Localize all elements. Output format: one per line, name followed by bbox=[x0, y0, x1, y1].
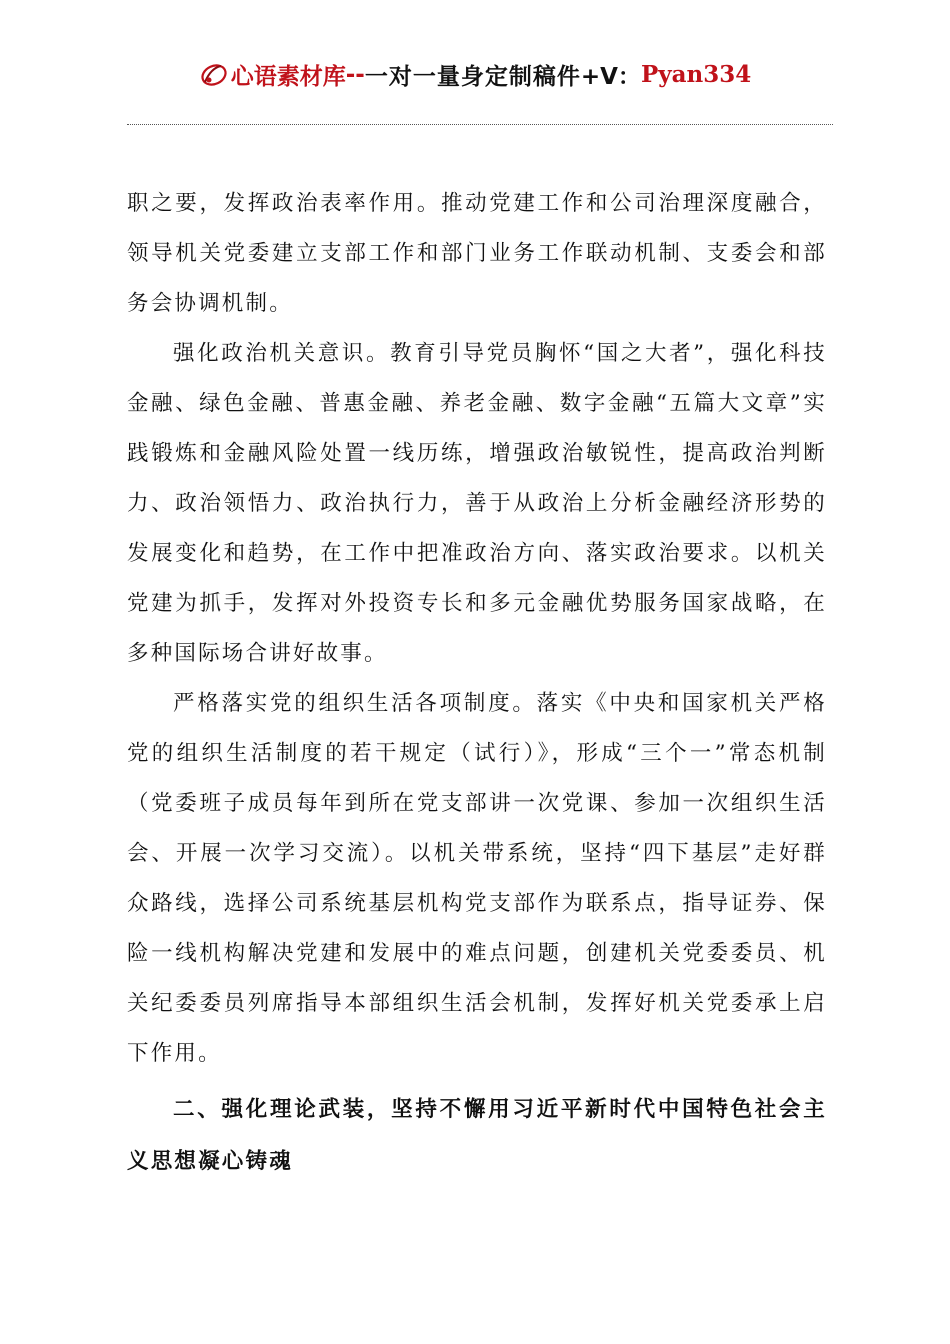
brand-name: 心语素材库 bbox=[230, 64, 346, 90]
contact-id: Pyan334 bbox=[640, 61, 752, 88]
contact-prefix: +V： bbox=[580, 64, 641, 90]
header-dash: -- bbox=[345, 61, 365, 88]
document-body bbox=[127, 179, 827, 1188]
section-heading: 二、强化理论武装，坚持不懈用习近平新时代中国特色社会主义思想凝心铸魂 bbox=[127, 1097, 827, 1174]
brand-logo-icon bbox=[199, 60, 229, 90]
paragraph-3: 严格落实党的组织生活各项制度。落实《中央和国家机关严格党的组织生活制度的若干规定（试行）》，形成“三个一”常态机制（党委班子成员每年到所在党支部讲一次党课、参加一次组织生活会、开展一次学习交流）。以机关带系统，坚持“四下基层”走好群众路线，选择公司系统基层机构党支部作为联系点，指导证券、保险一线机构解决党建和发展中的难点问题，创建机关党委委员、机关纪委委员列席指导本部组织生活会机制，发挥好机关党委承上启下作用。 bbox=[127, 691, 827, 1066]
page-header bbox=[0, 58, 950, 108]
header-banner bbox=[199, 58, 751, 91]
header-slogan: 一对一量身定制稿件 bbox=[364, 64, 581, 90]
paragraph-1: 职之要，发挥政治表率作用。推动党建工作和公司治理深度融合，领导机关党委建立支部工作和部门业务工作联动机制、支委会和部务会协调机制。 bbox=[127, 191, 827, 316]
header-divider bbox=[127, 124, 833, 125]
paragraph-2: 强化政治机关意识。教育引导党员胸怀“国之大者”，强化科技金融、绿色金融、普惠金融、养老金融、数字金融“五篇大文章”实践锻炼和金融风险处置一线历练，增强政治敏锐性，提高政治判断力、政治领悟力、政治执行力，善于从政治上分析金融经济形势的发展变化和趋势，在工作中把准政治方向、落实政治要求。以机关党建为抓手，发挥对外投资专长和多元金融优势服务国家战略，在多种国际场合讲好故事。 bbox=[127, 341, 827, 666]
